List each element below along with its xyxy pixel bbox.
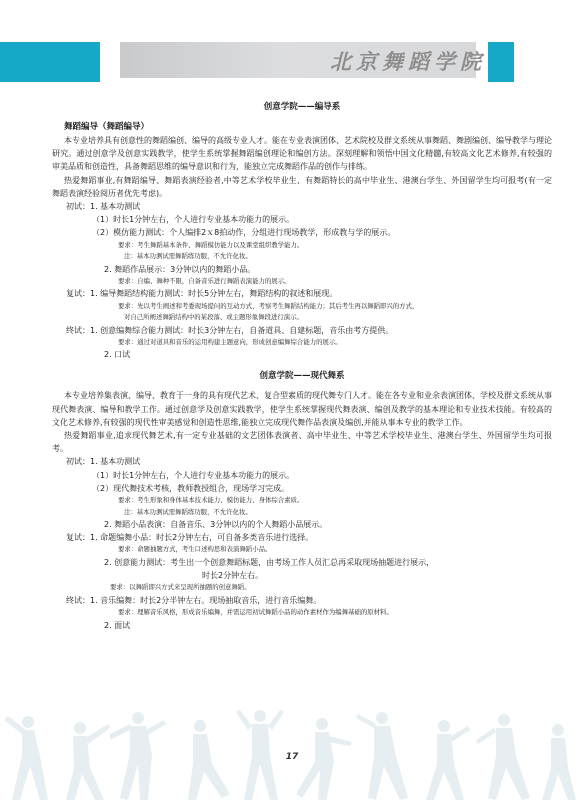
major-title: 舞蹈编导（舞蹈编导）	[64, 122, 150, 132]
exam-line: 2. 舞蹈作品展示：3分钟以内的舞蹈小品。	[104, 264, 256, 274]
banner-blue-block-right	[488, 42, 514, 82]
section1-intro: 本专业培养具有创意性的舞蹈编创、编导的高级专业人才。能在专业表演团体、艺术院校及群文系统从事舞蹈、舞剧编创、编导教学与理论研究。通过创意学及创意实践教学，使学生系统掌握舞蹈编创理论和编创方法。深刻理解和领悟中国文化精髓,有较高文化艺术修养,有较强的审美品质和创造性，具备舞蹈思维的编导意识和行为，能独立完成舞蹈作品的创作与排练。	[52, 136, 552, 172]
exam-requirement: 要求：理解音乐风格，形成音乐编舞，并需运用初试舞蹈小品的动作素材作为编舞基础的原材料。	[118, 608, 393, 617]
exam-line: （1）时长1分钟左右，个人进行专业基本功能力的展示。	[92, 215, 295, 225]
exam-requirement: 对自己所阐述舞蹈结构中的某段落、或主题形象舞段进行演示。	[124, 313, 303, 322]
exam-line: （2）现代舞技术考核，教师教授组合，现场学习完成。	[92, 483, 290, 493]
section2-eligibility: 热爱舞蹈事业,追求现代舞艺术,有一定专业基础的文艺团体表演者、高中毕业生、中等艺术学校毕业生、港澳台学生、外国留学生均可报考。	[52, 431, 552, 454]
exam-requirement: 要求：考生形象和身体基本技术能力、模仿能力、身体综合素质。	[118, 496, 304, 505]
exam-line: 终试：1. 音乐编舞：时长2分半钟左右。现场抽取音乐，进行音乐编舞。	[66, 595, 322, 605]
exam-line: 终试：1. 创意编舞综合能力测试：时长3分钟左右，自备道具、自建标题，音乐由考方提供。	[66, 325, 394, 335]
exam-line: 2. 创意能力测试：考生出一个创意舞蹈标题，由考场工作人员汇总再采取现场抽题进行展示，	[104, 557, 435, 567]
exam-requirement: 要求：先以考生阐述和考委现场提问的互动方式，考察考生舞蹈结构能力；其后考生再以舞蹈即兴的方式，	[118, 301, 419, 310]
exam-line: 2. 舞蹈小品表演：自备音乐、3分钟以内的个人舞蹈小品展示。	[104, 520, 328, 530]
document-body	[52, 98, 552, 632]
section-title-choreography: 创意学院——编导系	[263, 102, 341, 112]
section2-intro: 本专业培养集表演、编导、教育于一身的具有现代艺术、复合型素质的现代舞专门人才。能在各专业和业余表演团体、学校及群文系统从事现代舞表演、编导和教学工作。通过创意学及创意实践教学，使学生系统掌握现代舞表演、编创及教学的基本理论和专业技术技能。有较高的文化艺术修养,有较强的现代性审美感觉和创造性思维,能独立完成现代舞作品表演及编创,并能从事本专业的教学工作。	[52, 391, 552, 427]
exam-requirement: 要求：考生舞蹈基本条件、舞蹈模仿能力以及课堂组织教学能力。	[118, 240, 304, 249]
exam-requirement: 要求：命题抽题方式，考生口述构思和表演舞蹈小品。	[118, 545, 272, 554]
exam-requirement: 要求：自编、舞种不限，自备音乐进行舞蹈表演能力的展示。	[118, 276, 291, 285]
exam-line: 2. 面试	[104, 620, 131, 630]
exam-note: 注：基本功测试需舞蹈练功服，不允许化妆。	[124, 507, 252, 516]
banner-blue-block-left	[0, 42, 100, 82]
section-title-modern-dance: 创意学院——现代舞系	[259, 371, 345, 382]
exam-line: 2. 口试	[104, 350, 131, 360]
exam-line: 复试：1. 命题编舞小品：时长2分钟左右，可自备多类音乐进行选择。	[66, 533, 314, 543]
exam-line: 时长2分钟左右。	[202, 571, 264, 581]
page-banner	[0, 0, 584, 100]
brand-logo-text: 北京舞蹈学院	[330, 49, 486, 74]
exam-note: 注：基本功测试需舞蹈练功服，不允许化妆。	[124, 252, 252, 261]
exam-requirement: 要求：以舞蹈即兴方式来呈现所抽题的创意舞蹈。	[110, 583, 251, 592]
page-number: 17	[285, 752, 299, 762]
exam-line: （2）模仿能力测试：个人编排2ｘ8拍动作，分组进行现场教学，形成教与学的展示。	[92, 228, 396, 238]
exam-line: 初试：1. 基本功测试	[66, 202, 141, 212]
exam-line: 初试：1. 基本功测试	[66, 457, 141, 467]
exam-requirement: 要求：通过对道具和音乐的运用构建主题意向，形成创意编舞综合能力的展示。	[118, 337, 342, 346]
section1-eligibility: 热爱舞蹈事业,有舞蹈编导、舞蹈表演经验者,中等艺术学校毕业生、有舞蹈特长的高中毕业生、港澳台学生、外国留学生均可报考(有一定舞蹈表演经验阅历者优先考虑)。	[52, 175, 552, 198]
exam-line: （1）时长1分钟左右，个人进行专业基本功能力的展示。	[92, 470, 295, 480]
exam-line: 复试：1. 编导舞蹈结构能力测试：时长5分钟左右，舞蹈结构的叙述和展现。	[66, 289, 338, 299]
